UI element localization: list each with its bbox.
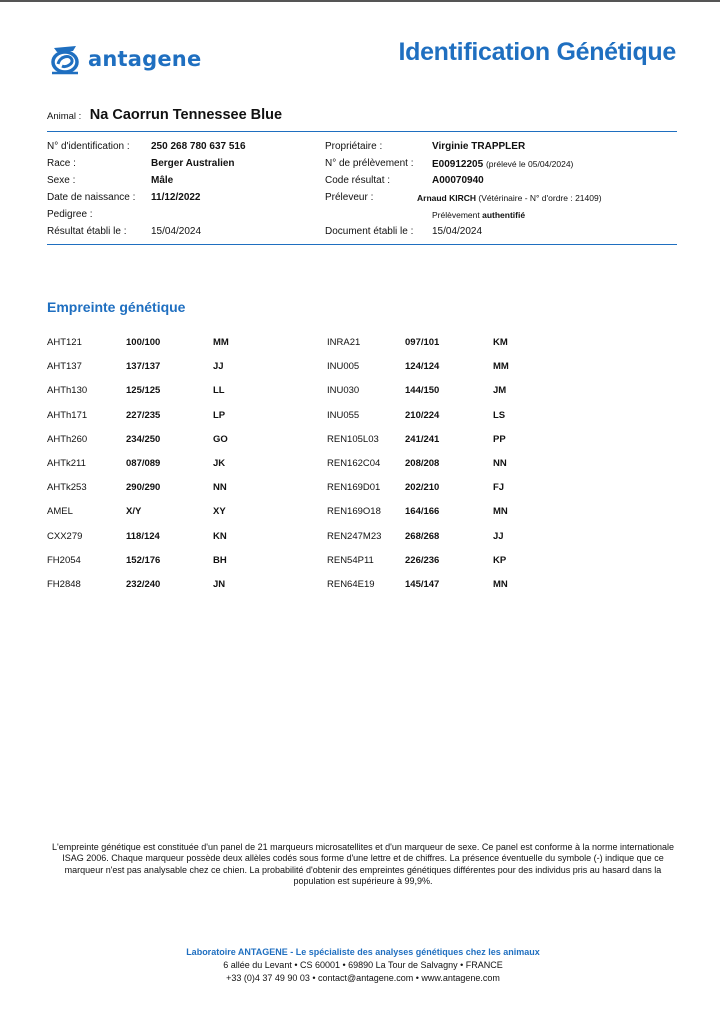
marker-alleles: 152/176 bbox=[126, 554, 161, 566]
marker-alleles: 144/150 bbox=[405, 385, 440, 397]
marker-name: REN169O18 bbox=[327, 506, 381, 518]
marker-alleles: 241/241 bbox=[405, 433, 440, 445]
footer-address: 6 allée du Levant • CS 60001 • 69890 La Tour de Salvagny • FRANCE bbox=[223, 960, 503, 970]
marker-alleles: 087/089 bbox=[126, 457, 161, 469]
id-value: 250 268 780 637 516 bbox=[151, 141, 246, 152]
marker-row bbox=[47, 482, 677, 506]
marker-code: MN bbox=[493, 506, 508, 518]
marker-code: PP bbox=[493, 433, 506, 445]
proprietaire-value: Virginie TRAPPLER bbox=[432, 141, 526, 152]
animal-info-table bbox=[47, 140, 677, 242]
marker-code: MM bbox=[493, 361, 509, 373]
marker-row bbox=[47, 579, 677, 603]
marker-name: AHTh171 bbox=[47, 409, 88, 421]
race-value: Berger Australien bbox=[151, 158, 235, 169]
marker-name: REN162C04 bbox=[327, 457, 381, 469]
marker-code: JK bbox=[213, 457, 226, 469]
authentifie-group bbox=[432, 208, 525, 222]
prelevement-label: N° de prélèvement : bbox=[325, 158, 414, 169]
document-value: 15/04/2024 bbox=[432, 226, 483, 237]
antagene-logo-icon bbox=[48, 42, 82, 76]
animal-label: Animal : bbox=[47, 111, 82, 122]
marker-name: INU055 bbox=[327, 409, 360, 421]
authentifie-prefix: Prélèvement bbox=[432, 210, 480, 220]
top-border bbox=[0, 0, 720, 2]
marker-code: KN bbox=[213, 530, 227, 542]
marker-row bbox=[47, 361, 677, 385]
preleveur-value-group bbox=[417, 191, 602, 205]
marker-name: INRA21 bbox=[327, 337, 361, 348]
marker-name: REN64E19 bbox=[327, 578, 375, 590]
marker-name: FH2848 bbox=[47, 578, 81, 590]
resultat-label: Résultat établi le : bbox=[47, 226, 127, 237]
marker-table bbox=[47, 337, 677, 603]
marker-row bbox=[47, 555, 677, 579]
marker-row bbox=[47, 434, 677, 458]
marker-code: JM bbox=[493, 385, 507, 397]
marker-code: LP bbox=[213, 409, 226, 421]
naissance-label: Date de naissance : bbox=[47, 192, 136, 203]
info-row bbox=[47, 174, 677, 191]
marker-alleles: 097/101 bbox=[405, 337, 440, 348]
marker-code: LL bbox=[213, 385, 225, 397]
antagene-logo bbox=[48, 41, 201, 77]
marker-name: INU030 bbox=[327, 385, 360, 397]
marker-code: MN bbox=[493, 578, 508, 590]
marker-name: AMEL bbox=[47, 506, 73, 518]
marker-alleles: 125/125 bbox=[126, 385, 161, 397]
marker-alleles: 118/124 bbox=[126, 530, 160, 542]
marker-alleles: 137/137 bbox=[126, 361, 161, 373]
sexe-value: Mâle bbox=[151, 175, 174, 186]
marker-code: BH bbox=[213, 554, 227, 566]
marker-name: INU005 bbox=[327, 361, 360, 373]
marker-name: REN105L03 bbox=[327, 433, 379, 445]
marker-name: REN247M23 bbox=[327, 530, 382, 542]
marker-row bbox=[47, 531, 677, 555]
marker-alleles: 227/235 bbox=[126, 409, 161, 421]
footer-contact: +33 (0)4 37 49 90 03 • contact@antagene.com • www.antagene.com bbox=[226, 973, 500, 983]
proprietaire-label: Propriétaire : bbox=[325, 141, 383, 152]
info-row bbox=[47, 157, 677, 174]
marker-row bbox=[47, 385, 677, 409]
pedigree-label: Pedigree : bbox=[47, 209, 93, 220]
marker-alleles: 164/166 bbox=[405, 506, 440, 518]
marker-name: FH2054 bbox=[47, 554, 81, 566]
info-row bbox=[47, 140, 677, 157]
document-label: Document établi le : bbox=[325, 226, 414, 237]
marker-code: XY bbox=[213, 506, 226, 518]
prelevement-value-group bbox=[432, 157, 573, 172]
marker-alleles: 145/147 bbox=[405, 578, 440, 590]
naissance-value: 11/12/2022 bbox=[151, 192, 201, 203]
marker-name: REN169D01 bbox=[327, 482, 381, 494]
marker-alleles: 232/240 bbox=[126, 578, 161, 590]
code-value: A00070940 bbox=[432, 175, 484, 186]
footer bbox=[0, 946, 720, 985]
document-title: Identification Génétique bbox=[398, 38, 676, 66]
code-label: Code résultat : bbox=[325, 175, 391, 186]
marker-code: FJ bbox=[493, 482, 505, 494]
marker-alleles: 234/250 bbox=[126, 433, 161, 445]
info-row bbox=[47, 208, 677, 225]
preleveur-label: Préleveur : bbox=[325, 192, 374, 203]
marker-row bbox=[47, 506, 677, 530]
marker-name: AHT137 bbox=[47, 361, 82, 373]
marker-alleles: 268/268 bbox=[405, 530, 440, 542]
section-title: Empreinte génétique bbox=[47, 299, 186, 315]
resultat-value: 15/04/2024 bbox=[151, 226, 202, 237]
marker-code: GO bbox=[213, 433, 228, 445]
authentifie-value: authentifié bbox=[482, 210, 526, 220]
sexe-label: Sexe : bbox=[47, 175, 76, 186]
preleveur-note: (Vétérinaire - N° d'ordre : 21409) bbox=[478, 193, 602, 203]
marker-name: AHTk211 bbox=[47, 457, 86, 469]
marker-code: JJ bbox=[213, 361, 224, 373]
marker-code: JN bbox=[213, 578, 226, 590]
marker-alleles: 208/208 bbox=[405, 457, 440, 469]
marker-name: AHTk253 bbox=[47, 482, 87, 494]
marker-alleles: 290/290 bbox=[126, 482, 161, 494]
marker-name: AHTh130 bbox=[47, 385, 88, 397]
marker-name: REN54P11 bbox=[327, 554, 374, 566]
marker-code: NN bbox=[213, 482, 227, 494]
divider-top bbox=[47, 131, 677, 132]
animal-name: Na Caorrun Tennessee Blue bbox=[89, 107, 283, 123]
explanatory-note: L'empreinte génétique est constituée d'un panel de 21 marqueurs microsatellites et d'un marqueur de sexe. Ce panel est conforme à la norme internationale ISAG 2006. Chaque marqueur possède deux allèles codés sous forme d'une lettre et de chiffres. La présence éventuelle du symbole (-) indique que ce marqueur n'est pas analysable chez ce chien. La probabilité d'obtenir des empreintes génétiques différentes pour des individus pris au hasard dans la population est supérieure à 99,9%. bbox=[51, 842, 675, 886]
marker-code: JJ bbox=[493, 530, 504, 542]
prelevement-value: E00912205 bbox=[432, 159, 484, 170]
marker-row bbox=[47, 410, 677, 434]
preleveur-name: Arnaud KIRCH bbox=[417, 193, 477, 203]
marker-alleles: 226/236 bbox=[405, 554, 440, 566]
marker-code: KM bbox=[493, 337, 508, 348]
marker-code: LS bbox=[493, 409, 506, 421]
info-row bbox=[47, 191, 677, 208]
marker-name: AHTh260 bbox=[47, 433, 88, 445]
marker-alleles: X/Y bbox=[126, 506, 142, 518]
footer-lab-line: Laboratoire ANTAGENE - Le spécialiste des analyses génétiques chez les animaux bbox=[186, 947, 540, 957]
prelevement-note: (prélevé le 05/04/2024) bbox=[485, 159, 574, 169]
marker-name: AHT121 bbox=[47, 337, 82, 348]
marker-row bbox=[47, 337, 677, 361]
divider-bottom bbox=[47, 244, 677, 245]
marker-alleles: 202/210 bbox=[405, 482, 440, 494]
animal-header bbox=[47, 106, 677, 124]
id-label: N° d'identification : bbox=[47, 141, 130, 152]
info-row bbox=[47, 225, 677, 242]
marker-row bbox=[47, 458, 677, 482]
marker-alleles: 100/100 bbox=[126, 337, 161, 348]
marker-code: NN bbox=[493, 457, 507, 469]
marker-code: MM bbox=[213, 337, 229, 348]
logo-text: antagene bbox=[88, 47, 202, 71]
marker-alleles: 210/224 bbox=[405, 409, 440, 421]
race-label: Race : bbox=[47, 158, 76, 169]
marker-code: KP bbox=[493, 554, 507, 566]
marker-name: CXX279 bbox=[47, 530, 83, 542]
marker-alleles: 124/124 bbox=[405, 361, 440, 373]
